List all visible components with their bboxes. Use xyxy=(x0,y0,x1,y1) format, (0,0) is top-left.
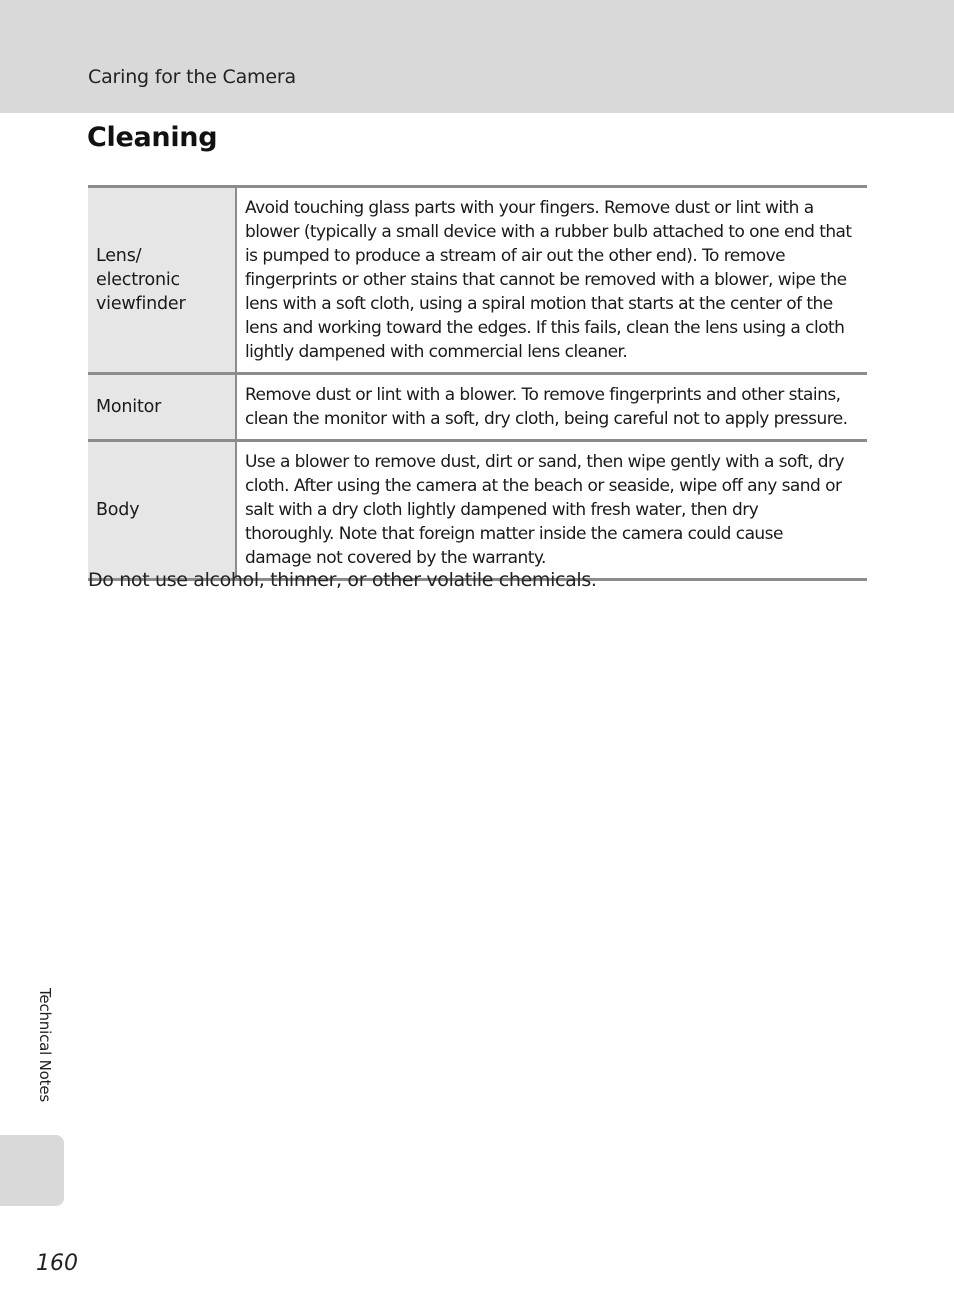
item-label-line: Lens/ xyxy=(96,246,142,266)
description-line: cloth. After using the camera at the beach or seaside, wipe off any sand or xyxy=(245,476,842,496)
description-line: Use a blower to remove dust, dirt or sand, then wipe gently with a soft, dry xyxy=(245,452,844,472)
description-line: lightly dampened with commercial lens cleaner. xyxy=(245,342,628,362)
table-row-body xyxy=(88,441,867,580)
item-label-line: Monitor xyxy=(96,397,162,417)
page-title: Cleaning xyxy=(87,122,218,153)
item-label-line: Body xyxy=(96,500,140,520)
table-row-lens xyxy=(88,187,867,374)
section-header: Caring for the Camera xyxy=(88,66,296,88)
item-cell xyxy=(88,187,236,374)
description-cell xyxy=(236,441,867,580)
cleaning-table xyxy=(88,185,867,581)
description-cell xyxy=(236,187,867,374)
description-line: Remove dust or lint with a blower. To remove fingerprints and other stains, xyxy=(245,385,841,405)
description-line: fingerprints or other stains that cannot be removed with a blower, wipe the xyxy=(245,270,847,290)
item-cell xyxy=(88,441,236,580)
description-line: lens and working toward the edges. If this fails, clean the lens using a cloth xyxy=(245,318,845,338)
item-cell xyxy=(88,374,236,441)
side-tab-marker xyxy=(0,1135,64,1206)
page-number: 160 xyxy=(36,1251,78,1276)
item-label-line: viewfinder xyxy=(96,294,186,314)
header-band xyxy=(0,0,954,113)
caution-note: Do not use alcohol, thinner, or other volatile chemicals. xyxy=(88,569,597,591)
description-cell xyxy=(236,374,867,441)
item-label-line: electronic xyxy=(96,270,180,290)
description-line: damage not covered by the warranty. xyxy=(245,548,546,568)
description-line: thoroughly. Note that foreign matter inside the camera could cause xyxy=(245,524,783,544)
description-line: blower (typically a small device with a rubber bulb attached to one end that xyxy=(245,222,852,242)
description-line: Avoid touching glass parts with your fingers. Remove dust or lint with a xyxy=(245,198,814,218)
description-line: is pumped to produce a stream of air out the other end). To remove xyxy=(245,246,785,266)
side-section-label: Technical Notes xyxy=(36,988,54,1102)
table-row-monitor xyxy=(88,374,867,441)
description-line: salt with a dry cloth lightly dampened with fresh water, then dry xyxy=(245,500,759,520)
description-line: lens with a soft cloth, using a spiral motion that starts at the center of the xyxy=(245,294,833,314)
description-line: clean the monitor with a soft, dry cloth, being careful not to apply pressure. xyxy=(245,409,848,429)
